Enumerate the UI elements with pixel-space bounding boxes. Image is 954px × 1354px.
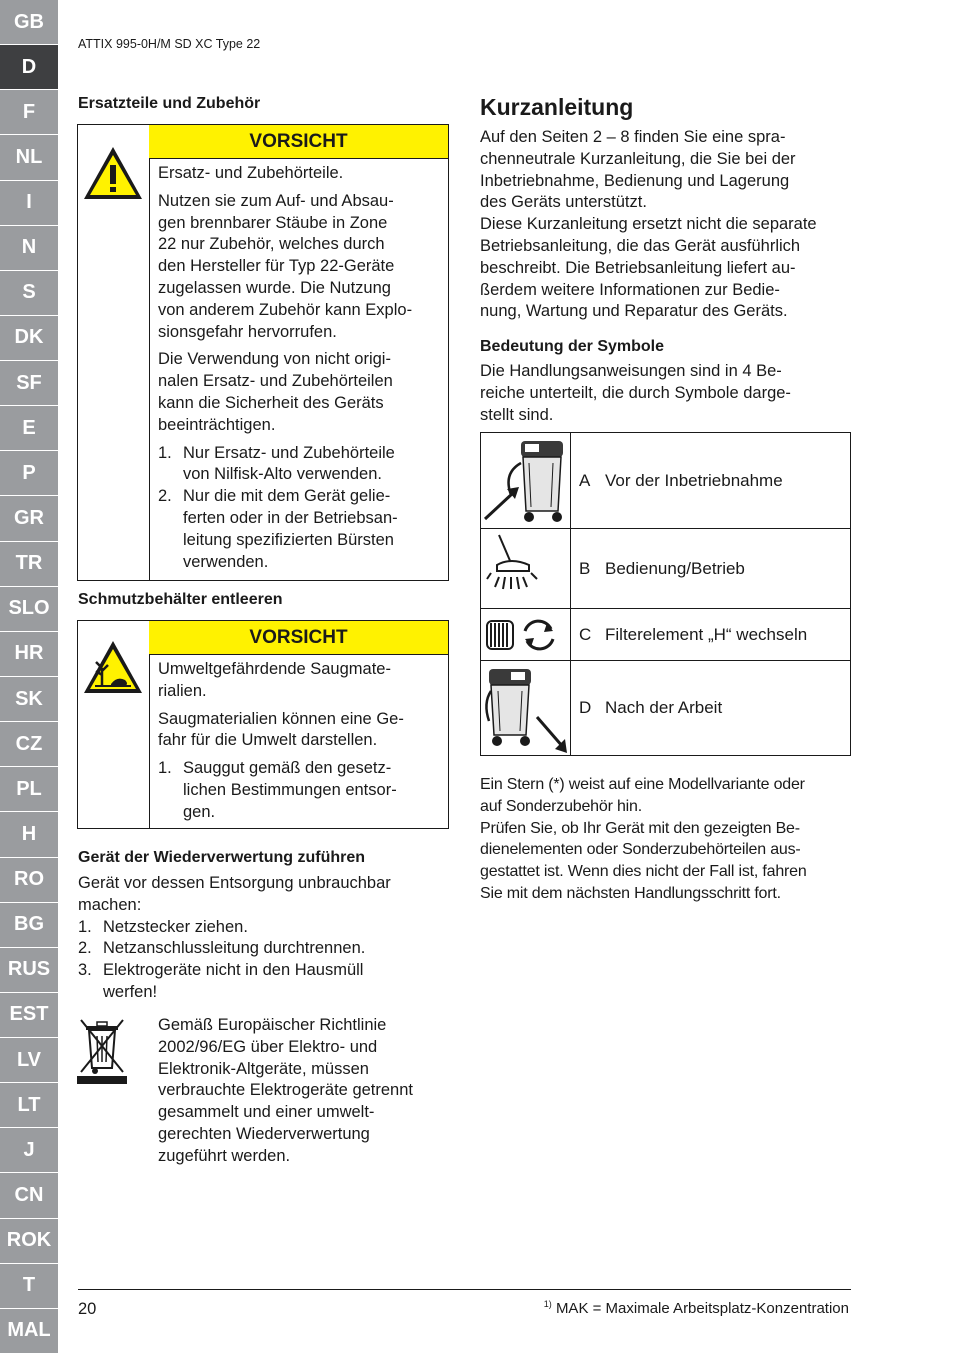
warning-text: Ersatz- und Zubehörteile. xyxy=(158,164,344,182)
text-line: 22 nur Zubehör, welches durch xyxy=(158,235,385,254)
text-line: Nur Ersatz- und Zubehörteile xyxy=(183,443,395,462)
text-line: sionsgefahr hervorrufen. xyxy=(158,322,337,341)
warning-paragraph xyxy=(158,659,440,703)
floor-nozzle-icon xyxy=(481,529,570,609)
warning-title: VORSICHT xyxy=(149,621,448,655)
text-line: kann die Sicherheit des Geräts xyxy=(158,393,384,412)
text-line: Prüfen Sie, ob Ihr Gerät mit den gezeigten Be- xyxy=(480,819,800,837)
list-item xyxy=(78,938,450,960)
language-tab-t[interactable]: T xyxy=(0,1264,58,1309)
language-tab-nl[interactable]: NL xyxy=(0,135,58,180)
text-line: Diese Kurzanleitung ersetzt nicht die separate xyxy=(480,215,817,234)
language-tab-d[interactable]: D xyxy=(0,45,58,90)
language-tab-h[interactable]: H xyxy=(0,812,58,857)
text-line: Sauggut gemäß den gesetz- xyxy=(183,759,392,778)
language-tab-rok[interactable]: ROK xyxy=(0,1219,58,1264)
text-line: chenneutrale Kurzanleitung, die Sie bei der xyxy=(480,149,796,168)
text-line: Gemäß Europäischer Richtlinie xyxy=(158,1016,387,1034)
symbol-description: Vor der Inbetriebnahme xyxy=(605,470,783,490)
language-tab-rus[interactable]: RUS xyxy=(0,948,58,993)
weee-text xyxy=(158,1015,450,1168)
text-line: leitung spezifizierten Bürsten xyxy=(183,530,394,549)
warning-steps-list xyxy=(158,443,440,574)
footnote xyxy=(544,1299,849,1317)
heading-empty-container: Schmutzbehälter entleeren xyxy=(78,591,283,608)
list-item xyxy=(78,960,450,1004)
vacuum-arrow-in-icon xyxy=(481,433,570,529)
language-tab-lv[interactable]: LV xyxy=(0,1038,58,1083)
vacuum-arrow-out-icon xyxy=(481,661,570,755)
heading-symbols: Bedeutung der Symbole xyxy=(480,338,665,355)
list-number: 2. xyxy=(158,487,172,506)
list-number: 1. xyxy=(158,443,172,462)
list-number: 1. xyxy=(78,917,92,936)
notes-text xyxy=(480,774,860,905)
text-line: 2002/96/EG über Elektro- und xyxy=(158,1037,378,1056)
warning-steps-list xyxy=(158,758,440,823)
language-sidebar xyxy=(0,0,58,1354)
text-line: werfen! xyxy=(103,982,158,1001)
text-line: Saugmaterialien können eine Ge- xyxy=(158,709,404,728)
text-line: gerechten Wiederverwertung xyxy=(158,1124,370,1143)
footnote-mark: 1) xyxy=(543,1299,552,1309)
list-item xyxy=(158,443,440,487)
text-line: gestattet ist. Wenn dies nicht der Fall ist, fahren xyxy=(480,863,807,881)
warning-body-spare-parts xyxy=(158,163,440,573)
language-tab-cz[interactable]: CZ xyxy=(0,722,58,767)
language-tab-hr[interactable]: HR xyxy=(0,632,58,677)
warning-box-spare-parts xyxy=(77,124,449,581)
text-line: auf Sonderzubehör hin. xyxy=(480,797,642,815)
language-tab-mal[interactable]: MAL xyxy=(0,1309,58,1354)
text-line: Sie mit dem nächsten Handlungsschritt fort. xyxy=(480,884,781,902)
symbol-row-a xyxy=(481,433,850,529)
text-line: des Geräts unterstützt. xyxy=(480,193,647,212)
page-title: Kurzanleitung xyxy=(480,94,634,120)
text-line: Netzstecker ziehen. xyxy=(103,917,248,936)
recycling-steps-list xyxy=(78,917,450,1004)
language-tab-f[interactable]: F xyxy=(0,90,58,135)
symbol-label xyxy=(579,609,807,660)
symbol-row-b xyxy=(481,529,850,609)
heading-recycling: Gerät der Wiederverwertung zuführen xyxy=(78,849,366,866)
symbol-description: Nach der Arbeit xyxy=(605,698,723,717)
text-line: reiche unterteilt, die durch Symbole darge- xyxy=(480,383,791,402)
environment-hazard-icon xyxy=(81,638,145,696)
warning-paragraph xyxy=(158,709,440,753)
text-line: Betriebsanleitung, die das Gerät ausführlich xyxy=(480,236,801,255)
language-tab-gr[interactable]: GR xyxy=(0,496,58,541)
text-line: Nutzen sie zum Auf- und Absau- xyxy=(158,191,394,210)
text-line: Netzanschlussleitung durchtrennen. xyxy=(103,939,366,958)
text-line: ferten oder in der Betriebsan- xyxy=(183,508,398,527)
symbol-letter: C xyxy=(579,624,592,644)
language-tab-pl[interactable]: PL xyxy=(0,767,58,812)
footnote-text: MAK = Maximale Arbeitsplatz-Konzentration xyxy=(555,1300,849,1317)
language-tab-tr[interactable]: TR xyxy=(0,542,58,587)
text-line: Nur die mit dem Gerät gelie- xyxy=(183,487,391,506)
language-tab-ro[interactable]: RO xyxy=(0,858,58,903)
symbol-label xyxy=(579,529,745,608)
text-line: beeinträchtigen. xyxy=(158,415,276,434)
warning-paragraph xyxy=(158,191,440,344)
symbol-icon-cell xyxy=(481,661,571,755)
weee-crossed-bin-icon xyxy=(77,1016,127,1084)
list-number: 1. xyxy=(158,759,172,778)
symbol-letter: A xyxy=(579,470,591,490)
language-tab-cn[interactable]: CN xyxy=(0,1173,58,1218)
text-line: beschreibt. Die Betriebsanleitung liefert au- xyxy=(480,258,796,277)
text-line: Die Handlungsanweisungen sind in 4 Be- xyxy=(480,362,782,380)
symbol-description: Filterelement „H“ wechseln xyxy=(605,624,808,644)
text-line: zugeführt werden. xyxy=(158,1146,291,1165)
list-item xyxy=(78,917,450,939)
intro-text xyxy=(480,127,852,323)
symbol-letter: D xyxy=(579,698,592,717)
text-line: machen: xyxy=(78,895,142,914)
warning-box-empty-container xyxy=(77,620,449,829)
text-line: fahr für die Umwelt darstellen. xyxy=(158,731,378,750)
language-tab-slo[interactable]: SLO xyxy=(0,587,58,632)
list-item xyxy=(158,486,440,573)
language-tab-s[interactable]: S xyxy=(0,271,58,316)
text-line: Elektronik-Altgeräte, müssen xyxy=(158,1059,369,1078)
list-number: 3. xyxy=(78,961,92,980)
symbol-table xyxy=(480,432,851,756)
text-line: gen. xyxy=(183,802,216,821)
list-item xyxy=(158,758,440,823)
text-line: lichen Bestimmungen entsor- xyxy=(183,780,397,799)
symbol-icon-cell xyxy=(481,433,571,528)
language-tab-p[interactable]: P xyxy=(0,451,58,496)
warning-body-empty-container xyxy=(158,659,440,824)
symbol-icon-cell xyxy=(481,529,571,608)
recycling-intro xyxy=(78,873,450,1004)
symbol-label xyxy=(579,433,783,528)
text-line: Elektrogeräte nicht in den Hausmüll xyxy=(103,961,364,980)
text-line: nung, Wartung und Reparatur des Geräts. xyxy=(480,302,788,321)
symbols-intro xyxy=(480,361,852,426)
text-line: Inbetriebnahme, Bedienung und Lagerung xyxy=(480,171,790,190)
warning-icon-cell xyxy=(78,125,150,580)
language-tab-i[interactable]: I xyxy=(0,181,58,226)
text-line: stellt sind. xyxy=(480,405,554,424)
symbol-row-c xyxy=(481,609,850,661)
text-line: den Hersteller für Typ 22-Geräte xyxy=(158,257,395,276)
language-tab-n[interactable]: N xyxy=(0,226,58,271)
text-line: zugelassen wurde. Die Nutzung xyxy=(158,278,391,297)
symbol-row-d xyxy=(481,661,850,755)
text-line: von Nilfisk-Alto verwenden. xyxy=(183,465,382,484)
text-line: rialien. xyxy=(158,681,207,700)
language-tab-sk[interactable]: SK xyxy=(0,677,58,722)
text-line: Umweltgefährdende Saugmate- xyxy=(158,660,391,678)
text-line: von anderem Zubehör kann Explo- xyxy=(158,300,413,319)
language-tab-e[interactable]: E xyxy=(0,406,58,451)
text-line: nalen Ersatz- und Zubehörteilen xyxy=(158,372,393,391)
symbol-icon-cell xyxy=(481,609,571,660)
text-line: verwenden. xyxy=(183,552,269,571)
list-number: 2. xyxy=(78,939,92,958)
footer-divider xyxy=(78,1289,851,1290)
language-tab-gb[interactable]: GB xyxy=(0,0,58,45)
text-line: Die Verwendung von nicht origi- xyxy=(158,350,391,369)
language-tab-lt[interactable]: LT xyxy=(0,1083,58,1128)
text-line: verbrauchte Elektrogeräte getrennt xyxy=(158,1081,413,1100)
symbol-label xyxy=(579,661,722,755)
language-tab-dk[interactable]: DK xyxy=(0,316,58,361)
symbol-description: Bedienung/Betrieb xyxy=(605,558,745,578)
warning-icon-cell xyxy=(78,621,150,828)
text-line: ßerdem weitere Informationen zur Bedie- xyxy=(480,280,780,299)
language-tab-bg[interactable]: BG xyxy=(0,903,58,948)
warning-title: VORSICHT xyxy=(149,125,448,159)
language-tab-est[interactable]: EST xyxy=(0,993,58,1038)
text-line: gen brennbarer Stäube in Zone xyxy=(158,213,388,232)
warning-triangle-icon xyxy=(81,144,145,202)
page-number: 20 xyxy=(78,1300,97,1318)
document-model-header: ATTIX 995-0H/M SD XC Type 22 xyxy=(78,37,261,51)
text-line: Ein Stern (*) weist auf eine Modellvariante oder xyxy=(480,776,805,793)
warning-paragraph xyxy=(158,349,440,436)
symbol-letter: B xyxy=(579,558,591,578)
text-line: gesammelt und einer umwelt- xyxy=(158,1103,375,1122)
heading-spare-parts: Ersatzteile und Zubehör xyxy=(78,95,261,112)
language-tab-sf[interactable]: SF xyxy=(0,361,58,406)
text-line: dienelementen oder Sonderzubehörteilen aus- xyxy=(480,841,801,859)
text-line: Auf den Seiten 2 – 8 finden Sie eine spra- xyxy=(480,128,786,146)
text-line: Gerät vor dessen Entsorgung unbrauchbar xyxy=(78,874,391,892)
filter-replace-icon xyxy=(481,609,570,661)
language-tab-j[interactable]: J xyxy=(0,1128,58,1173)
